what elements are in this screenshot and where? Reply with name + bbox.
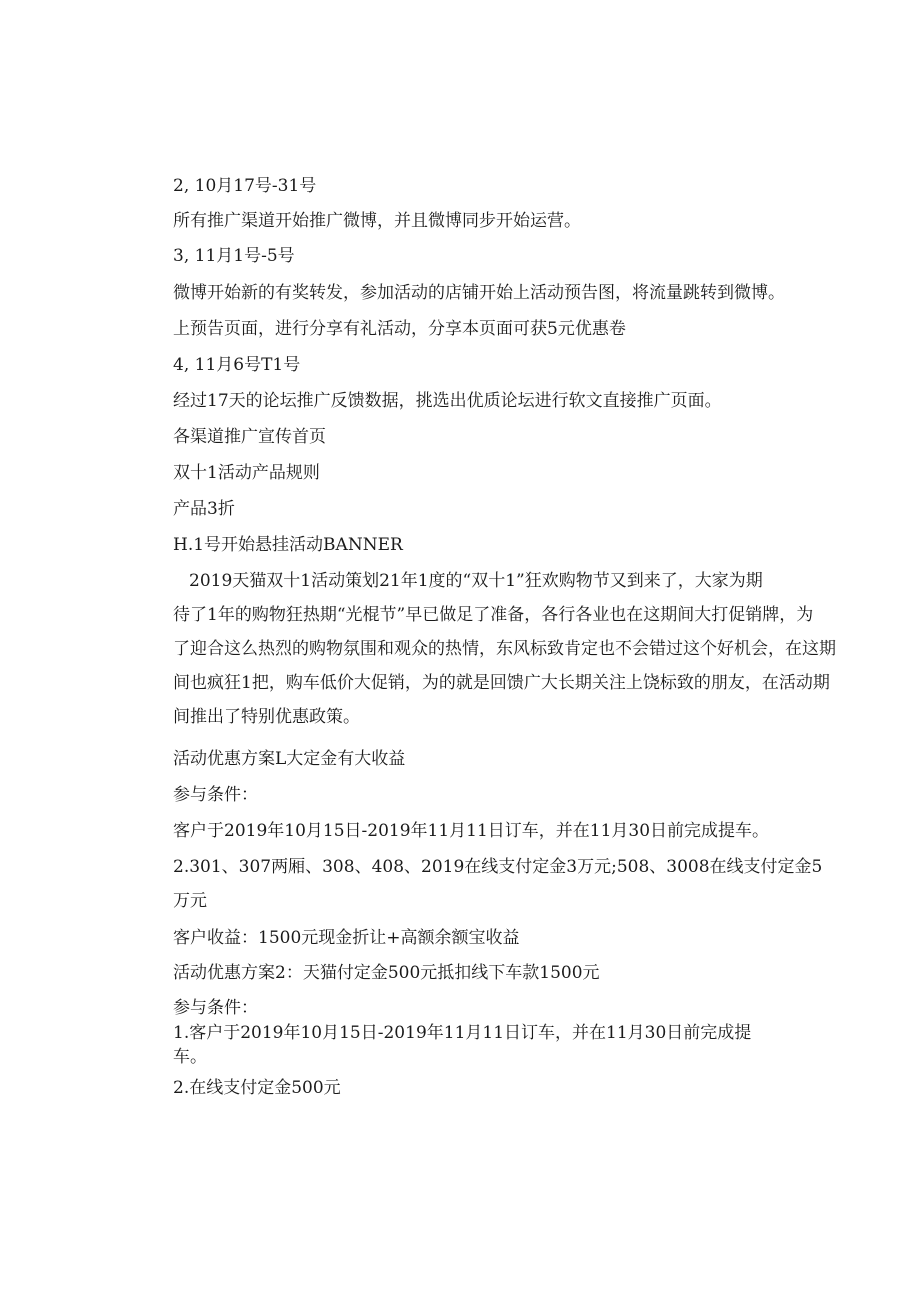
schedule-item-3: 3, 11月1号-5号 (173, 246, 295, 266)
schedule-item-4: 4, 11月6号T1号 (173, 355, 301, 375)
conditions-label-1: 参与条件： (173, 785, 258, 805)
intro-paragraph-line: 间也疯狂1把，购车低价大促销，为的就是回馈广大长期关注上饶标致的朋友，在活动期 (173, 673, 830, 693)
schedule-item-2-desc: 所有推广渠道开始推广微博，并且微博同步开始运营。 (173, 211, 581, 231)
channel-homepage-line: 各渠道推广宣传首页 (173, 427, 326, 447)
intro-paragraph-line: 间推出了特别优惠政策。 (173, 707, 360, 727)
condition-2-paragraph (173, 1023, 793, 1067)
offer-plan-1-heading: 活动优惠方案L大定金有大收益 (173, 749, 406, 769)
schedule-item-3-desc-2: 上预告页面，进行分享有礼活动，分享本页面可获5元优惠卷 (173, 319, 626, 339)
banner-line: H.1号开始悬挂活动BANNER (173, 535, 403, 555)
product-rules-heading: 双十1活动产品规则 (173, 463, 320, 483)
intro-paragraph (173, 571, 836, 727)
schedule-item-3-desc: 微博开始新的有奖转发，参加活动的店铺开始上活动预告图，将流量跳转到微博。 (173, 283, 785, 303)
conditions-label-2: 参与条件： (173, 998, 258, 1018)
intro-paragraph-line: 了迎合这么热烈的购物氛围和观众的热情，东风标致肯定也不会错过这个好机会，在这期 (173, 639, 836, 659)
deposit-paragraph-line: 万元 (173, 891, 207, 911)
intro-paragraph-line: 待了1年的购物狂热期“光棍节”早已做足了准备，各行各业也在这期间大打促销牌，为 (173, 605, 814, 625)
product-discount-line: 产品3折 (173, 499, 235, 519)
deposit-paragraph (173, 857, 823, 911)
online-deposit-line: 2.在线支付定金500元 (173, 1078, 341, 1098)
schedule-item-2: 2, 10月17号-31号 (173, 176, 317, 196)
condition-2-paragraph-line: 1.客户于2019年10月15日-2019年11月11日订车，并在11月30日前完成提 (173, 1023, 752, 1043)
customer-benefit-line: 客户收益：1500元现金折让+高额余额宝收益 (173, 928, 520, 948)
intro-paragraph-line: 2019天猫双十1活动策划21年1度的“双十1”狂欢购物节又到来了，大家为期 (189, 571, 763, 591)
deposit-paragraph-line: 2.301、307两厢、308、408、2019在线支付定金3万元;508、3008在线支付定金5 (173, 857, 823, 877)
condition-1-text: 客户于2019年10月15日-2019年11月11日订车，并在11月30日前完成提车。 (173, 821, 770, 841)
schedule-item-4-desc: 经过17天的论坛推广反馈数据，挑选出优质论坛进行软文直接推广页面。 (173, 391, 722, 411)
offer-plan-2-heading: 活动优惠方案2：天猫付定金500元抵扣线下车款1500元 (173, 963, 600, 983)
condition-2-paragraph-line: 车。 (173, 1047, 207, 1067)
